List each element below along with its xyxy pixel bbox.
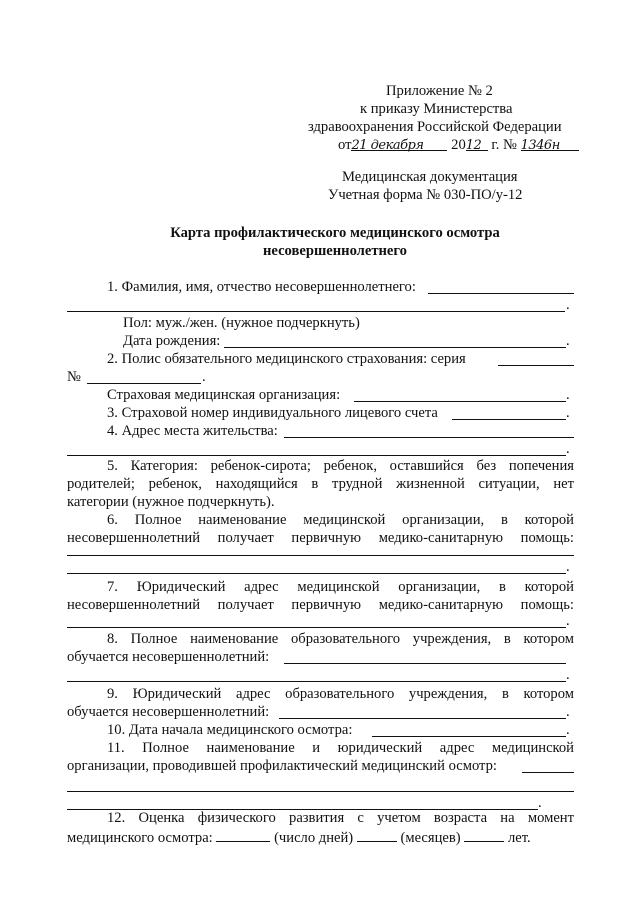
title-line-2: несовершеннолетнего (263, 243, 407, 259)
doc-category: Медицинская документация (342, 169, 518, 185)
field-8-blank-2[interactable] (67, 681, 566, 682)
period: . (566, 387, 570, 403)
period: . (566, 667, 570, 683)
field-12-line-2 (67, 828, 531, 847)
period: . (566, 405, 570, 421)
period: . (566, 441, 570, 457)
handwritten-year: 12 (466, 137, 488, 151)
field-8-line-1: 8. Полное наименование образовательного учреждения, в котором (107, 631, 574, 647)
form-number: Учетная форма № 030-ПО/у-12 (328, 187, 523, 203)
policy-number-blank[interactable] (87, 383, 201, 384)
dob-blank[interactable] (224, 347, 566, 348)
period: . (566, 722, 570, 738)
field-4-label: 4. Адрес места жительства: (107, 423, 278, 439)
order-date-line (338, 137, 579, 154)
field-6-line-1: 6. Полное наименование медицинской организации, в которой (107, 512, 574, 528)
years-blank[interactable] (464, 828, 504, 842)
field-8-line-2: обучается несовершеннолетний: (67, 649, 270, 665)
snils-blank[interactable] (452, 419, 566, 420)
sex-field: Пол: муж./жен. (нужное подчеркнуть) (123, 315, 360, 331)
insurer-label: Страховая медицинская организация: (107, 387, 341, 403)
field-2-label: 2. Полис обязательного медицинского страхования: серия (107, 351, 466, 367)
field-6-line-2: несовершеннолетний получает первичную медико-санитарную помощь: (67, 530, 574, 546)
period: . (566, 613, 570, 629)
field-7-blank[interactable] (67, 627, 566, 628)
handwritten-order-number: 1346н (521, 137, 579, 151)
address-blank[interactable] (284, 437, 574, 438)
field-5-line-2: родителей; ребенок, находящийся в трудной жизненной ситуации, нет (67, 476, 574, 492)
field-11-blank-2[interactable] (67, 791, 574, 792)
title-line-1: Карта профилактического медицинского осмотра (170, 225, 500, 241)
field-6-blank-2[interactable] (67, 573, 566, 574)
days-label: (число дней) (274, 830, 354, 846)
field-7-line-1: 7. Юридический адрес медицинской организации, в которой (107, 579, 574, 595)
number-prefix: г. № (491, 137, 517, 153)
field-1-blank-2[interactable] (67, 311, 565, 312)
appendix-number: Приложение № 2 (386, 83, 493, 99)
exam-start-date-blank[interactable] (372, 736, 566, 737)
period: . (566, 297, 570, 313)
field-1-blank[interactable] (428, 293, 574, 294)
period: . (566, 333, 570, 349)
ministry-name: здравоохранения Российской Федерации (308, 119, 562, 135)
dob-label: Дата рождения: (123, 333, 221, 349)
field-5-line-1: 5. Категория: ребенок-сирота; ребенок, оставшийся без попечения (107, 458, 574, 474)
field-12-label: медицинского осмотра: (67, 830, 213, 846)
order-reference: к приказу Министерства (360, 101, 513, 117)
field-9-line-1: 9. Юридический адрес образовательного учреждения, в котором (107, 686, 574, 702)
period: . (538, 795, 542, 811)
months-blank[interactable] (357, 828, 397, 842)
policy-series-blank[interactable] (498, 365, 574, 366)
years-label: лет. (507, 830, 531, 846)
field-7-line-2: несовершеннолетний получает первичную медико-санитарную помощь: (67, 597, 574, 613)
field-11-line-2: организации, проводившей профилактический медицинский осмотр: (67, 758, 497, 774)
policy-number-label: № (67, 369, 81, 385)
field-6-blank[interactable] (67, 555, 574, 556)
field-12-line-1: 12. Оценка физического развития с учетом возраста на момент (107, 810, 574, 826)
handwritten-date: 21 декабря (351, 137, 447, 151)
date-prefix: от (338, 137, 352, 153)
field-3-label: 3. Страховой номер индивидуального лицевого счета (107, 405, 438, 421)
insurer-blank[interactable] (354, 401, 566, 402)
field-1-label: 1. Фамилия, имя, отчество несовершеннолетнего: (107, 279, 416, 295)
address-blank-2[interactable] (67, 455, 566, 456)
days-blank[interactable] (216, 828, 270, 842)
field-11-blank[interactable] (522, 772, 574, 773)
months-label: (месяцев) (400, 830, 461, 846)
field-5-line-3: категории (нужное подчеркнуть). (67, 494, 275, 510)
field-10-label: 10. Дата начала медицинского осмотра: (107, 722, 353, 738)
field-8-blank[interactable] (284, 663, 566, 664)
period: . (202, 369, 206, 385)
period: . (566, 704, 570, 720)
year-prefix: 20 (451, 137, 466, 153)
field-9-blank[interactable] (279, 718, 566, 719)
field-11-line-1: 11. Полное наименование и юридический адрес медицинской (107, 740, 574, 756)
field-9-line-2: обучается несовершеннолетний: (67, 704, 270, 720)
period: . (566, 559, 570, 575)
